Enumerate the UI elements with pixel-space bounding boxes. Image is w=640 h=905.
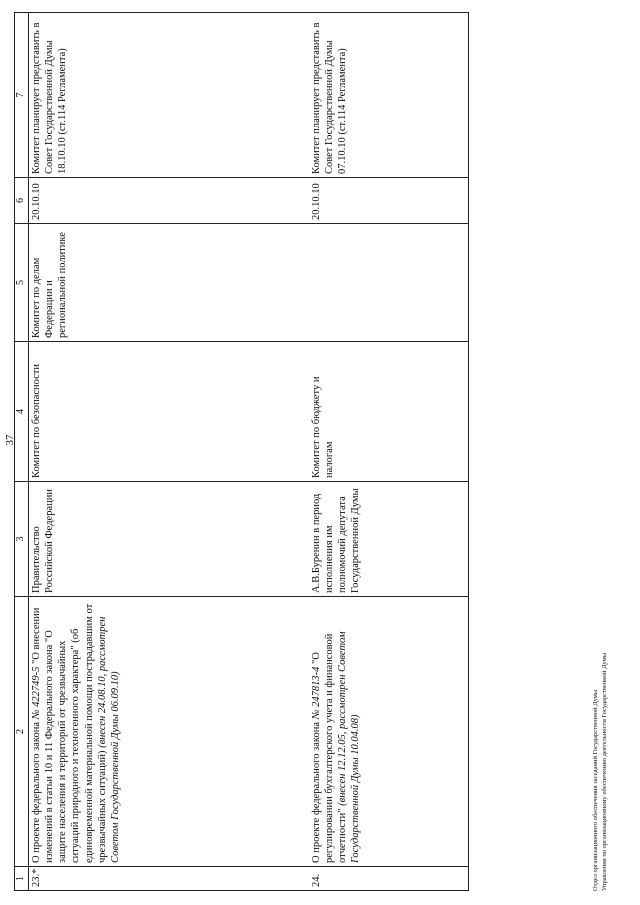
col-header-2: 2 <box>15 597 29 867</box>
deadline-date: 20.10.10 <box>29 178 309 224</box>
bill-body: "О внесении изменений в статьи 10 и 11 Федерального закона "О защите населения и территорий от чрезвычайных ситуаций природного и техногенного характера" (об единовременной материальной помощи пострадавшим от чрезвычайных ситуаций) <box>31 603 108 863</box>
responsible-committee: Комитет по бюджету и налогам <box>309 342 469 482</box>
col-header-5: 5 <box>15 224 29 342</box>
col-header-1: 1 <box>15 867 29 891</box>
column-number-row <box>15 13 29 891</box>
col-header-7: 7 <box>15 13 29 178</box>
col-header-4: 4 <box>15 342 29 482</box>
bill-number: № 247813-4 <box>310 666 322 720</box>
col-header-6: 6 <box>15 178 29 224</box>
bill-description <box>309 597 469 867</box>
responsible-committee: Комитет по безопасности <box>29 342 309 482</box>
bill-title-prefix: О проекте федерального закона <box>310 719 322 863</box>
initiator: Правительство Российской Федерации <box>29 482 309 597</box>
table-row <box>29 13 309 891</box>
plan-note: Комитет планирует представить в Совет Государственной Думы 18.10.10 (ст.114 Регламента) <box>29 13 309 178</box>
co-committee: Комитет по делам Федерации и региональной политике <box>29 224 309 342</box>
col-header-3: 3 <box>15 482 29 597</box>
bill-body: "О регулировании бухгалтерского учета и финансовой отчетности" <box>310 633 348 863</box>
co-committee <box>309 224 469 342</box>
bill-note: (внесен 24.08.10, рассмотрен Советом Государственной Думы 06.09.10) <box>96 616 121 863</box>
plan-note: Комитет планирует представить в Совет Государственной Думы 07.10.10 (ст.114 Регламента) <box>309 13 469 178</box>
row-number: 23.* <box>29 867 309 891</box>
page-number: 37 <box>4 434 16 446</box>
bills-table <box>14 12 469 891</box>
bill-description <box>29 597 309 867</box>
table-row <box>309 13 469 891</box>
bill-title-prefix: О проекте федерального закона <box>31 719 42 863</box>
footer-line-1: Отдел организационного обеспечения заседаний Государственной Думы <box>592 689 599 891</box>
deadline-date: 20.10.10 <box>309 178 469 224</box>
bill-note: (внесен 12.12.05, рассмотрен Советом Государственной Думы 10.04.08) <box>336 631 361 863</box>
footer <box>592 653 610 891</box>
initiator: А.В.Буренин в период исполнения им полномочий депутата Государственной Думы <box>309 482 469 597</box>
row-number: 24. <box>309 867 469 891</box>
bill-number: № 422749-5 <box>31 666 42 720</box>
footer-line-2: Управления по организационному обеспечению деятельности Государственной Думы <box>600 652 608 891</box>
